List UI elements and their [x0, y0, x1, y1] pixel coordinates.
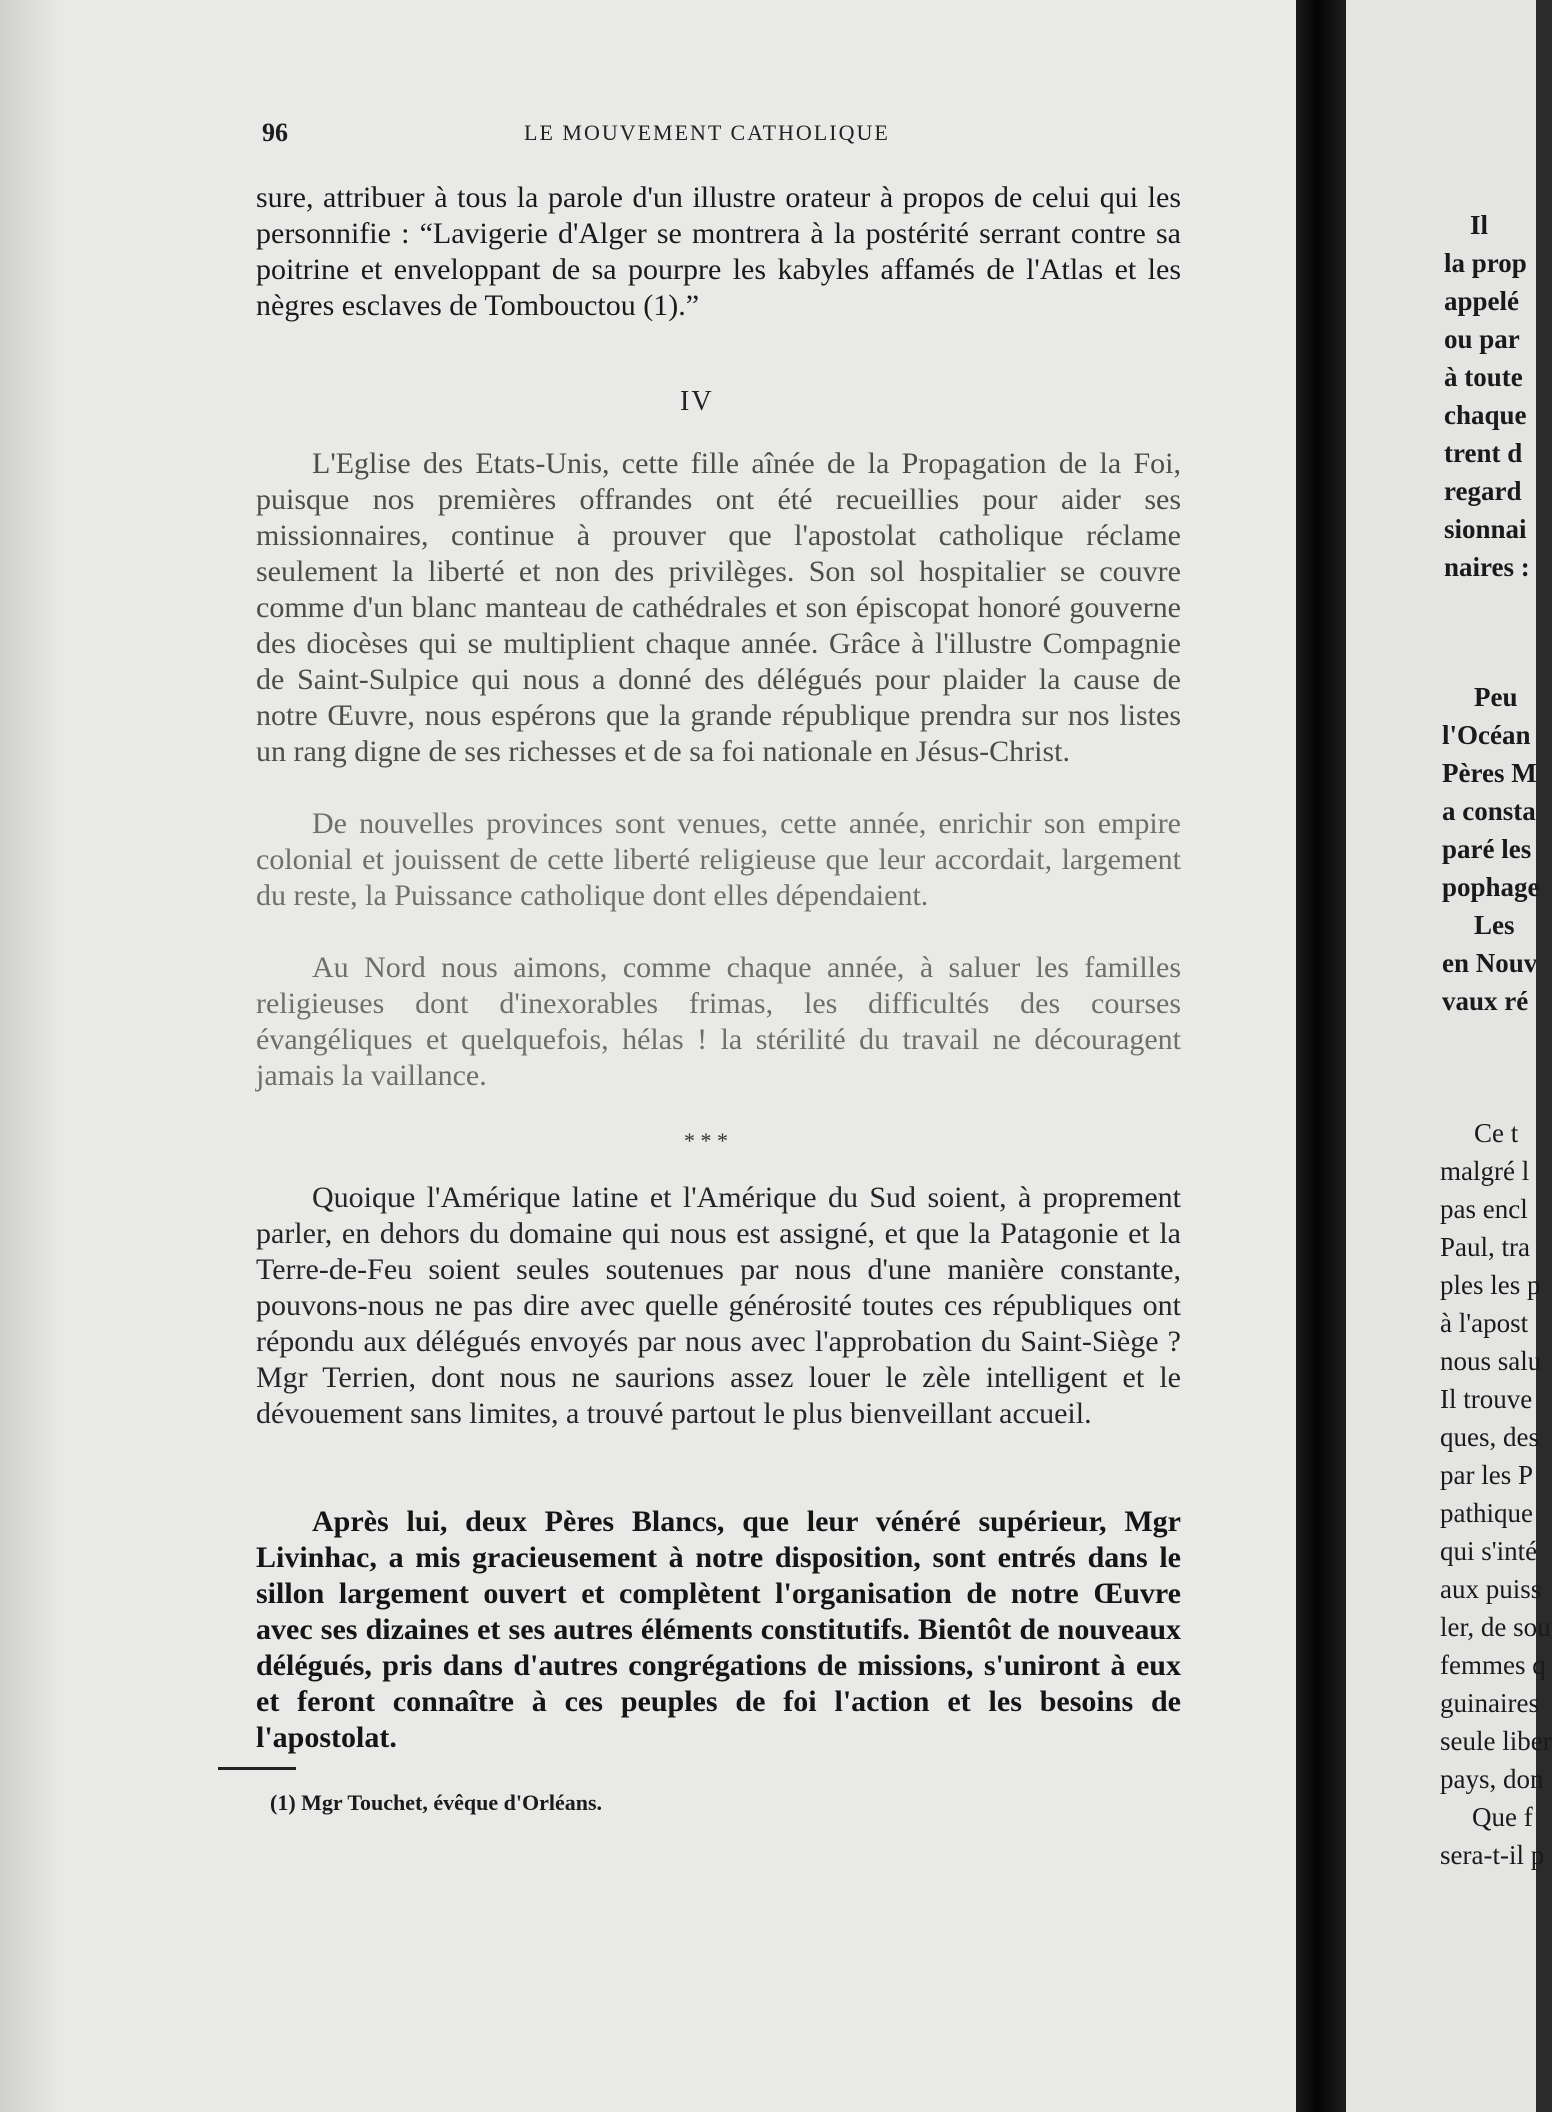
page-header: [262, 118, 1182, 158]
right-line: Il: [1470, 210, 1489, 240]
right-line: qui s'inté: [1440, 1536, 1538, 1566]
right-line: pophage: [1442, 872, 1540, 902]
right-line: femmes q: [1440, 1650, 1546, 1680]
right-line: malgré l: [1440, 1156, 1530, 1186]
right-line: pays, don: [1440, 1764, 1544, 1794]
right-line: à l'apost: [1440, 1308, 1529, 1338]
section-heading: IV: [680, 386, 714, 417]
right-line: nous salu: [1440, 1346, 1542, 1376]
right-line: a consta: [1442, 796, 1536, 826]
footnote: (1) Mgr Touchet, évêque d'Orléans.: [270, 1790, 603, 1815]
right-line: paré les: [1442, 834, 1532, 864]
right-line: ou par: [1444, 324, 1520, 354]
right-line: appelé: [1444, 286, 1520, 316]
right-line: Les: [1474, 910, 1515, 940]
right-line: sionnai: [1444, 514, 1527, 544]
right-line: pas encl: [1440, 1194, 1528, 1224]
right-line: Ce t: [1474, 1118, 1519, 1148]
right-line: chaque: [1444, 400, 1527, 430]
asterism-text: * * *: [684, 1128, 728, 1153]
right-line: guinaires: [1440, 1688, 1539, 1718]
paragraph-nord: Au Nord nous aimons, comme chaque année, à saluer les familles religieuses dont d'inexorables frimas, les difficultés des courses évangéliques et quelquefois, hélas ! la stérilité du travail ne découragent jamais la vaillance.: [256, 951, 1181, 1092]
right-line: regard: [1444, 476, 1522, 506]
right-line: la prop: [1444, 248, 1527, 278]
right-line: pathique: [1440, 1498, 1533, 1528]
right-line: ler, de sou: [1440, 1612, 1551, 1642]
right-line: vaux ré: [1442, 986, 1529, 1016]
asterism: [676, 1128, 736, 1153]
right-line: par les P: [1440, 1460, 1533, 1490]
right-line: l'Océan: [1442, 720, 1531, 750]
right-line: ques, des: [1440, 1422, 1539, 1452]
running-head: LE MOUVEMENT CATHOLIQUE: [524, 120, 890, 145]
right-line: Paul, tra: [1440, 1232, 1530, 1262]
right-line: Peu: [1474, 682, 1518, 712]
right-line: Il trouve: [1440, 1384, 1533, 1414]
paragraph-provinces: De nouvelles provinces sont venues, cette année, enrichir son empire colonial et jouissent de cette liberté religieuse que leur accordait, largement du reste, la Puissance catholique dont elles dépendaient.: [256, 807, 1181, 912]
right-line: en Nouv: [1442, 948, 1538, 978]
right-line: Pères M: [1442, 758, 1537, 788]
right-line: trent d: [1444, 438, 1523, 468]
right-line: à toute: [1444, 362, 1523, 392]
right-line: Que f: [1472, 1802, 1533, 1832]
right-page: [1346, 0, 1552, 2112]
paragraph-amerique: Quoique l'Amérique latine et l'Amérique du Sud soient, à proprement parler, en dehors du domaine qui nous est assigné, et que la Patagonie et la Terre-de-Feu soient seules soutenues par nous d'une manière constante, pouvons-nous ne pas dire avec quelle générosité toutes ces républiques ont répondu aux délégués envoyés par nous avec l'approbation du Saint-Siège ? Mgr Terrien, dont nous ne saurions assez louer le zèle intelligent et le dévouement sans limites, a trouvé partout le plus bienveillant accueil.: [256, 1181, 1181, 1430]
right-line: ples les p: [1440, 1270, 1541, 1300]
page-number: 96: [262, 118, 288, 147]
footnote-rule: [218, 1767, 296, 1770]
paragraph-continuation: sure, attribuer à tous la parole d'un illustre orateur à propos de celui qui les personnifie : “Lavigerie d'Alger se montrera à la postérité serrant contre sa poitrine et enveloppant de sa pourpre les kabyles affamés de l'Atlas et les nègres esclaves de Tombouctou (1).”: [256, 181, 1181, 322]
right-line: sera-t-il p: [1440, 1840, 1545, 1870]
paragraph-peres-blancs: Après lui, deux Pères Blancs, que leur vénéré supérieur, Mgr Livinhac, a mis gracieusement à notre disposition, sont entrés dans le sillon largement ouvert et complètent l'organisation de notre Œuvre avec ses dizaines et ses autres éléments constitutifs. Bientôt de nouveaux délégués, pris dans d'autres congrégations de missions, s'uniront à eux et feront connaître à ces peuples de foi l'action et les besoins de l'apostolat.: [256, 1505, 1181, 1754]
paragraph-etats-unis: L'Eglise des Etats-Unis, cette fille aînée de la Propagation de la Foi, puisque nos premières offrandes ont été recueillies pour aider ses missionnaires, continue à prouver que l'apostolat catholique réclame seulement la liberté et non des privilèges. Son sol hospitalier se couvre comme d'un blanc manteau de cathédrales et son épiscopat honoré gouverne des diocèses qui se multiplient chaque année. Grâce à l'illustre Compagnie de Saint-Sulpice qui nous a donné des délégués pour plaider la cause de notre Œuvre, nous espérons que la grande république prendra sur nos listes un rang digne de ses richesses et de sa foi nationale en Jésus-Christ.: [256, 447, 1181, 768]
book-spine: [1296, 0, 1348, 2112]
right-line: aux puiss: [1440, 1574, 1542, 1604]
right-line: seule liber: [1440, 1726, 1552, 1756]
right-line: naires :: [1444, 552, 1530, 582]
